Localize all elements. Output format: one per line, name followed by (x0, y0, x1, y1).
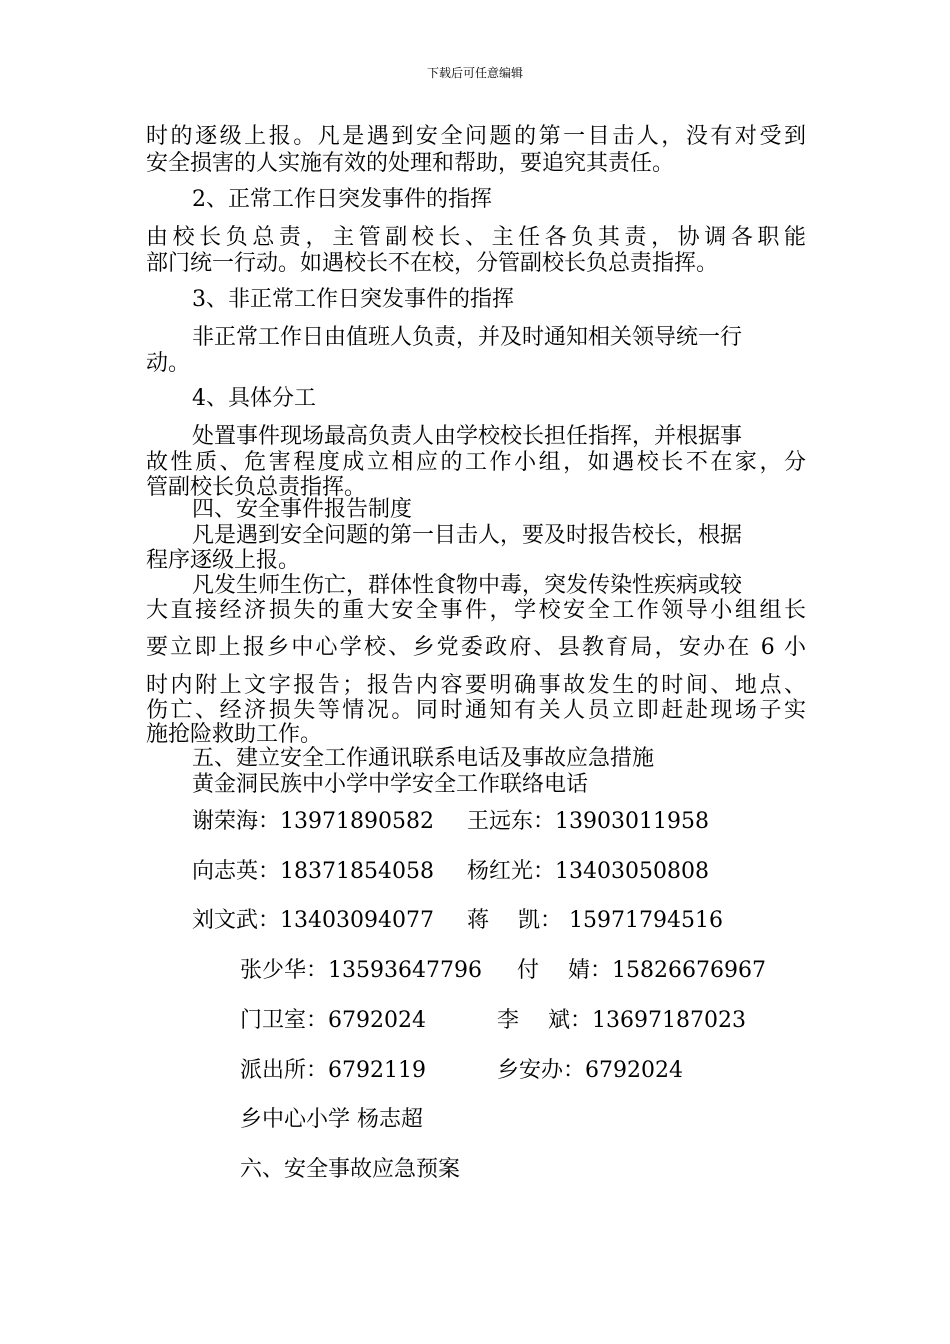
page-header: 下载后可任意编辑 (426, 66, 523, 80)
contact-entry: 向志英：18371854058 (192, 859, 434, 884)
section-heading: 3、非正常工作日突发事件的指挥 (192, 287, 514, 312)
paragraph-line: 故性质、危害程度成立相应的工作小组，如遇校长不在家，分 (146, 450, 806, 475)
contact-entry: 派出所：6792119 (240, 1058, 426, 1083)
paragraph-line: 时内附上文字报告；报告内容要明确事故发生的时间、地点、 (146, 673, 806, 698)
contact-entry: 杨红光：13403050808 (467, 859, 709, 884)
paragraph-line: 管副校长负总责指挥。 (146, 475, 367, 500)
contacts-title: 黄金洞民族中小学中学安全工作联络电话 (192, 772, 589, 797)
paragraph-line: 部门统一行动。如遇校长不在校，分管副校长负总责指挥。 (146, 251, 719, 276)
contact-entry: 付 婧：15826676967 (517, 958, 766, 983)
paragraph-line: 处置事件现场最高负责人由学校校长担任指挥，并根据事 (192, 424, 743, 449)
paragraph-line: 非正常工作日由值班人负责，并及时通知相关领导统一行 (192, 325, 743, 350)
contact-entry: 刘文武：13403094077 (192, 908, 434, 933)
section-heading: 2、正常工作日突发事件的指挥 (192, 187, 492, 212)
paragraph-line: 动。 (146, 351, 191, 376)
paragraph-line: 由校长负总责，主管副校长、主任各负其责，协调各职能 (146, 225, 806, 250)
contact-entry: 乡安办：6792024 (497, 1058, 683, 1083)
paragraph-line: 程序逐级上报。 (146, 548, 301, 573)
section-heading: 五、建立安全工作通讯联系电话及事故应急措施 (192, 746, 655, 771)
paragraph-line: 施抢险救助工作。 (146, 722, 323, 747)
paragraph-line: 安全损害的人实施有效的处理和帮助，要追究其责任。 (146, 151, 675, 176)
contact-entry: 王远东：13903011958 (467, 809, 709, 834)
contact-entry: 谢荣海：13971890582 (192, 809, 434, 834)
contact-entry: 蒋 凯： 15971794516 (467, 908, 723, 933)
section-heading: 四、安全事件报告制度 (192, 497, 413, 522)
section-heading: 六、安全事故应急预案 (240, 1157, 461, 1182)
contact-entry: 门卫室：6792024 (240, 1008, 426, 1033)
paragraph-line: 要立即上报乡中心学校、乡党委政府、县教育局，安办在 6 小 (146, 635, 806, 660)
contact-entry: 张少华：13593647796 (240, 958, 482, 983)
section-heading: 4、具体分工 (192, 386, 316, 411)
paragraph-line: 大直接经济损失的重大安全事件，学校安全工作领导小组组长 (146, 598, 806, 623)
paragraph-line: 凡发生师生伤亡，群体性食物中毒，突发传染性疾病或较 (192, 573, 743, 598)
paragraph-line: 伤亡、经济损失等情况。同时通知有关人员立即赶赴现场子实 (146, 698, 806, 723)
paragraph-line: 凡是遇到安全问题的第一目击人，要及时报告校长，根据 (192, 523, 743, 548)
contact-entry: 李 斌：13697187023 (497, 1008, 746, 1033)
contact-entry: 乡中心小学 杨志超 (240, 1107, 423, 1132)
paragraph-line: 时的逐级上报。凡是遇到安全问题的第一目击人，没有对受到 (146, 124, 806, 149)
